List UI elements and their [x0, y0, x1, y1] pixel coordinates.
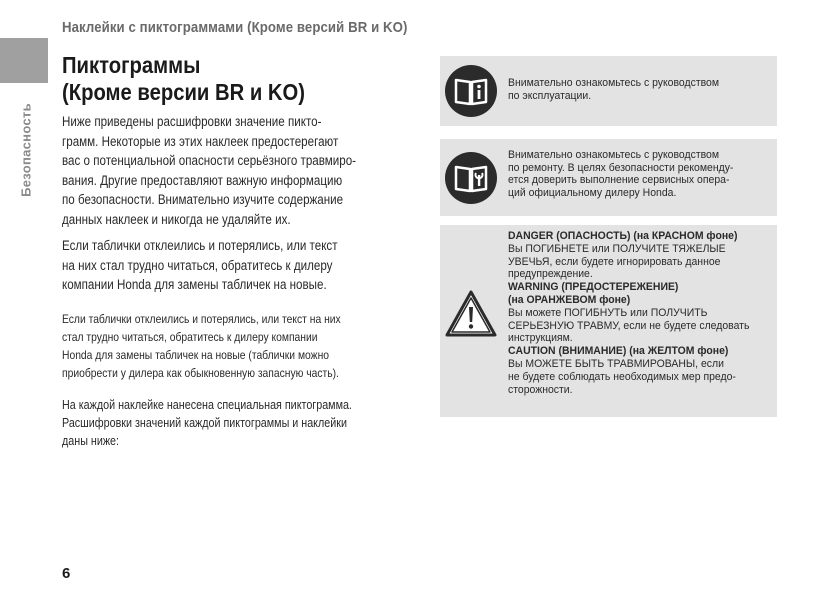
text-line: не будете соблюдать необходимых мер предо-: [508, 370, 736, 383]
intro-paragraph: [62, 112, 356, 229]
danger-heading: DANGER (ОПАСНОСТЬ) (на КРАСНОМ фоне): [508, 230, 738, 242]
text-line: инструкциям.: [508, 332, 573, 345]
text-line: по эксплуатации.: [508, 89, 592, 102]
text-line: Вы можете ПОГИБНУТЬ или ПОЛУЧИТЬ: [508, 306, 708, 319]
text-line: УВЕЧЬЯ, если будете игнорировать данное: [508, 255, 721, 268]
pictogram-intro-paragraph: [62, 396, 352, 450]
text-line: вания. Другие предоставляют важную информацию: [62, 172, 343, 188]
text-line: предупреждение.: [508, 268, 593, 281]
text-line: ется доверить выполнение сервисных опера-: [508, 174, 730, 186]
text-line: Ниже приведены расшифровки значение пикто-: [62, 114, 322, 129]
text-line: Внимательно ознакомьтесь с руководством: [508, 149, 720, 161]
repair-text: [508, 149, 733, 199]
page-number: 6: [62, 565, 71, 582]
text-line: данных наклеек и никогда не удаляйте их.: [62, 211, 291, 227]
warning-pictogram-box: [440, 225, 777, 417]
text-line: Honda для замены табличек на новые (таблички можно: [62, 348, 330, 362]
text-line: Расшифровки значений каждой пиктограммы и наклейки: [62, 416, 347, 430]
caution-heading: CAUTION (ВНИМАНИЕ) (на ЖЕЛТОМ фоне): [508, 345, 729, 358]
text-line: по безопасности. Внимательно изучите содержание: [62, 192, 344, 207]
text-line: СЕРЬЕЗНУЮ ТРАВМУ, если не будете следовать: [508, 319, 750, 332]
manual-pictogram-box: [440, 56, 777, 126]
text-line: На каждой наклейке нанесена специальная пиктограмма.: [62, 398, 352, 412]
text-line: Если таблички отклеились и потерялись, или текст: [62, 238, 338, 253]
text-line: компании Honda для замены табличек на новые.: [62, 277, 327, 292]
text-line: грамм. Некоторые из этих наклеек предостерегают: [62, 133, 339, 149]
text-line: Вы МОЖЕТЕ БЫТЬ ТРАВМИРОВАНЫ, если: [508, 357, 724, 370]
repair-pictogram-box: [440, 139, 777, 216]
manual-text: [508, 77, 719, 102]
text-line: Вы ПОГИБНЕТЕ или ПОЛУЧИТЕ ТЯЖЕЛЫЕ: [508, 242, 726, 255]
warning-triangle-icon: [444, 287, 498, 341]
title-line: Пиктограммы: [62, 52, 201, 78]
replacement-paragraph-alt: [62, 310, 341, 382]
text-line: стал трудно читаться, обратитесь к дилеру компании: [62, 330, 318, 344]
service-manual-icon: [444, 151, 498, 205]
text-line: Внимательно ознакомьтесь с руководством: [508, 77, 720, 89]
warning-heading-sub: (на ОРАНЖЕВОМ фоне): [508, 293, 631, 306]
text-line: на них стал трудно читаться, обратитесь к дилеру: [62, 257, 333, 273]
warning-heading: WARNING (ПРЕДОСТЕРЕЖЕНИЕ): [508, 281, 679, 294]
page-title: [62, 52, 305, 106]
text-line: Если таблички отклеились и потерялись, или текст на них: [62, 312, 341, 326]
text-line: вас о потенциальной опасности серьёзного травмиро-: [62, 153, 357, 168]
section-tab: [0, 38, 48, 83]
warning-text: [508, 230, 749, 396]
text-line: ций официальному дилеру Honda.: [508, 186, 677, 199]
text-line: сторожности.: [508, 383, 573, 396]
title-line: (Кроме версии BR и KO): [62, 79, 305, 105]
read-manual-icon: [444, 64, 498, 118]
text-line: даны ниже:: [62, 434, 120, 448]
section-label: Безопасность: [18, 103, 34, 197]
text-line: приобрести у дилера как обыкновенную запасную часть).: [62, 366, 339, 380]
page-header: Наклейки с пиктограммами (Кроме версий BR и KO): [62, 19, 408, 36]
text-line: по ремонту. В целях безопасности рекоменду-: [508, 161, 734, 174]
replacement-paragraph: [62, 236, 338, 295]
